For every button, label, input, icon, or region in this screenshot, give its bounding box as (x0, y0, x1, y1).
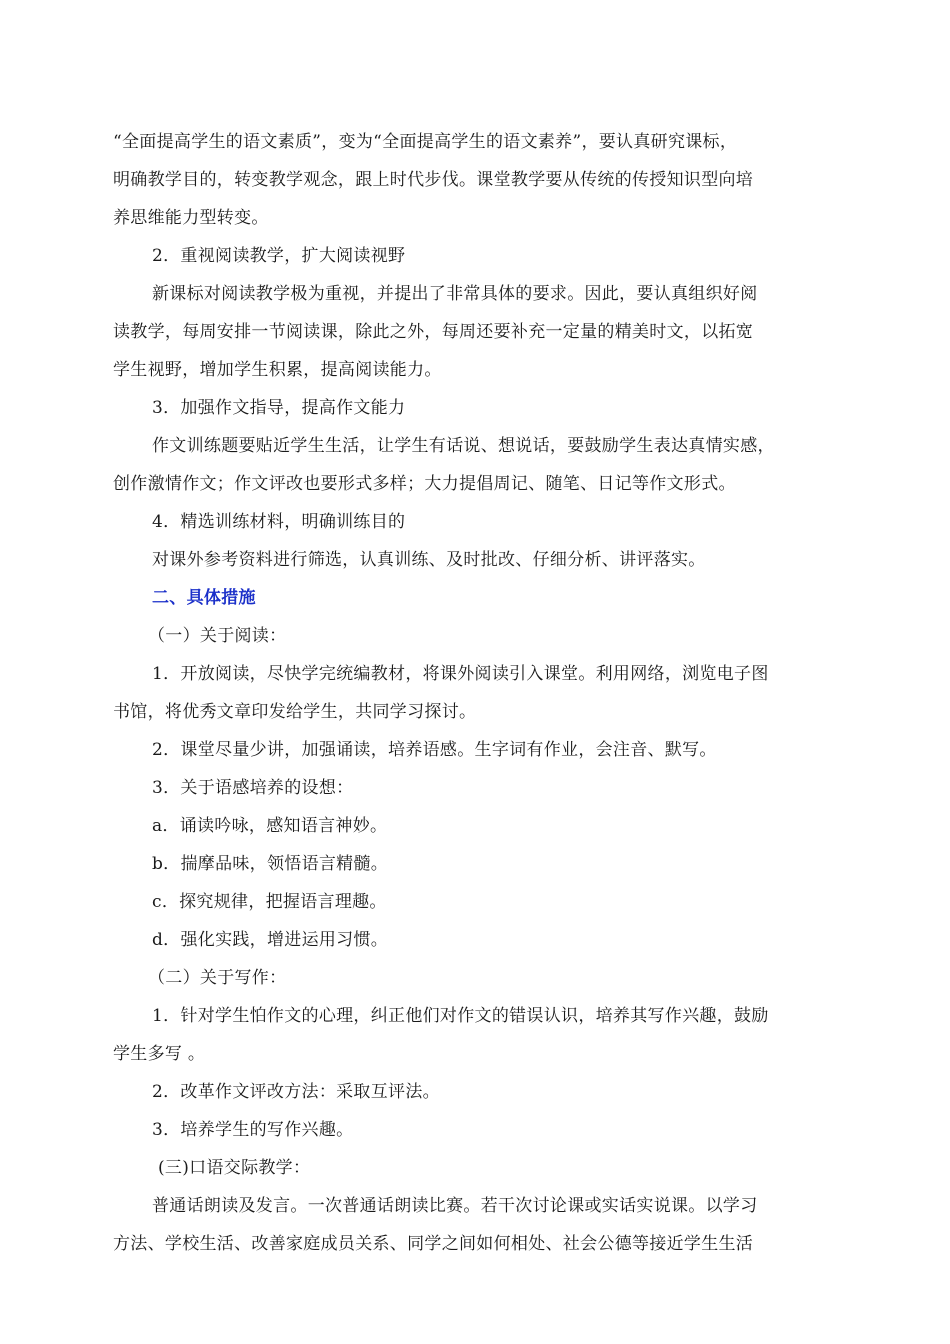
list-item: d．强化实践，增进运用习惯。 (152, 930, 389, 950)
list-item: c．探究规律，把握语言理趣。 (152, 892, 387, 912)
list-item: 1．开放阅读，尽快学完统编教材，将课外阅读引入课堂。利用网络，浏览电子图 (152, 664, 769, 684)
paragraph-line: 明确教学目的，转变教学观念，跟上时代步伐。课堂教学要从传统的传授知识型向培 (113, 170, 754, 190)
paragraph-line: 普通话朗读及发言。一次普通话朗读比赛。若干次讨论课或实话实说课。以学习 (152, 1196, 758, 1216)
section-heading-measures: 二、具体措施 (152, 588, 256, 608)
subsection-heading: （二）关于写作： (148, 968, 287, 988)
paragraph-line: 方法、学校生活、改善家庭成员关系、同学之间如何相处、社会公德等接近学生生活 (113, 1234, 754, 1254)
paragraph-line: 读教学，每周安排一节阅读课，除此之外，每周还要补充一定量的精美时文，以拓宽 (113, 322, 754, 342)
paragraph-line: 作文训练题要贴近学生生活，让学生有话说、想说话，要鼓励学生表达真情实感， (152, 436, 775, 456)
paragraph-line: 养思维能力型转变。 (113, 208, 269, 228)
paragraph-line: 学生多写 。 (113, 1044, 206, 1064)
paragraph-line: 对课外参考资料进行筛选，认真训练、及时批改、仔细分析、讲评落实。 (152, 550, 706, 570)
list-item: a．诵读吟咏，感知语言神妙。 (152, 816, 388, 836)
paragraph-line: “全面提高学生的语文素质”，变为“全面提高学生的语文素养”，要认真研究课标， (113, 132, 738, 152)
list-item: 2．改革作文评改方法：采取互评法。 (152, 1082, 440, 1102)
list-item: 3．培养学生的写作兴趣。 (152, 1120, 354, 1140)
subheading-writing: 3．加强作文指导，提高作文能力 (152, 398, 406, 418)
subsection-heading: （一）关于阅读： (148, 626, 287, 646)
list-item: 1．针对学生怕作文的心理，纠正他们对作文的错误认识，培养其写作兴趣，鼓励 (152, 1006, 769, 1026)
subsection-heading: (三)口语交际教学： (158, 1158, 311, 1178)
paragraph-line: 书馆，将优秀文章印发给学生，共同学习探讨。 (113, 702, 477, 722)
paragraph-line: 学生视野，增加学生积累，提高阅读能力。 (113, 360, 442, 380)
paragraph-line: 新课标对阅读教学极为重视，并提出了非常具体的要求。因此，要认真组织好阅 (152, 284, 758, 304)
list-item: 2．课堂尽量少讲，加强诵读，培养语感。生字词有作业，会注音、默写。 (152, 740, 717, 760)
paragraph-line: 创作激情作文；作文评改也要形式多样；大力提倡周记、随笔、日记等作文形式。 (113, 474, 736, 494)
subheading-reading: 2．重视阅读教学，扩大阅读视野 (152, 246, 406, 266)
subheading-materials: 4．精选训练材料，明确训练目的 (152, 512, 406, 532)
list-item: b．揣摩品味，领悟语言精髓。 (152, 854, 389, 874)
list-item: 3．关于语感培养的设想： (152, 778, 354, 798)
